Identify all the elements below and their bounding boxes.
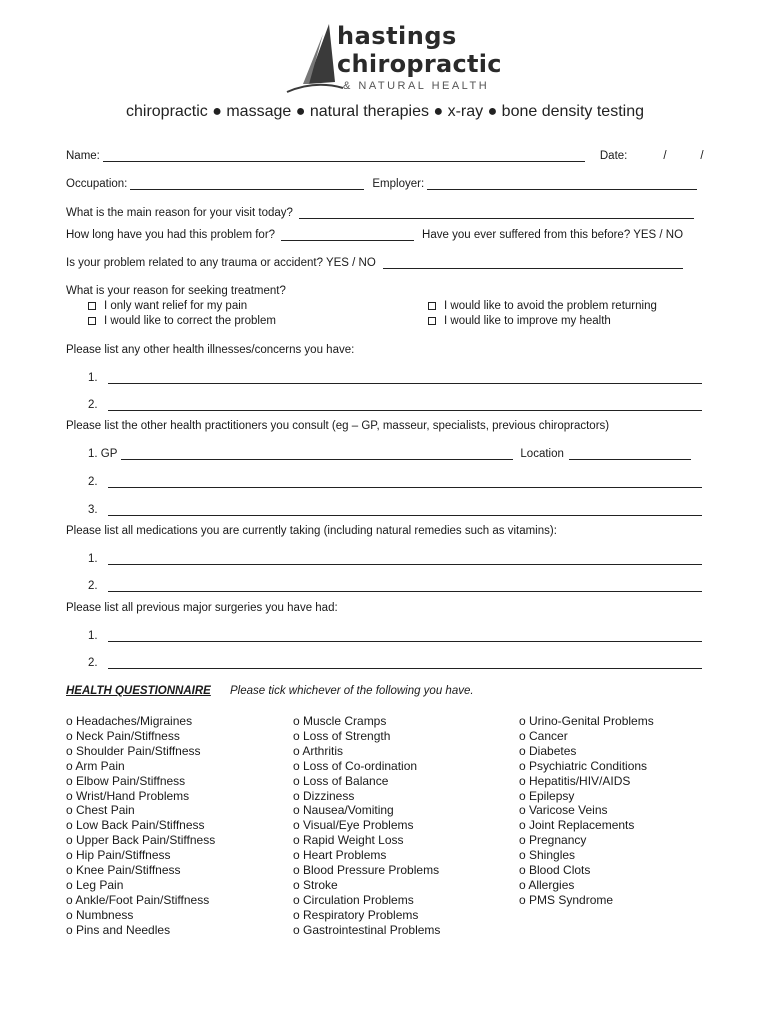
condition-item[interactable]: o Loss of Balance: [293, 773, 389, 788]
condition-item[interactable]: o PMS Syndrome: [519, 892, 614, 907]
questionnaire-title: HEALTH QUESTIONNAIRE: [66, 685, 211, 697]
date-slash-2: /: [700, 150, 704, 162]
condition-item[interactable]: o Arm Pain: [66, 758, 125, 773]
condition-item[interactable]: o Circulation Problems: [293, 892, 414, 907]
questionnaire-column-1: [66, 714, 215, 938]
condition-item[interactable]: o Shingles: [519, 848, 576, 863]
occupation-label: Occupation:: [66, 178, 128, 190]
how-long-label: How long have you had this problem for?: [66, 229, 276, 241]
location-label: Location: [520, 448, 564, 460]
condition-item[interactable]: o Low Back Pain/Stiffness: [66, 818, 205, 833]
condition-item[interactable]: o Neck Pain/Stiffness: [66, 728, 180, 743]
checkbox[interactable]: [428, 302, 436, 310]
condition-item[interactable]: o Blood Clots: [519, 863, 591, 878]
condition-item[interactable]: o Shoulder Pain/Stiffness: [66, 743, 201, 758]
practitioner-field-3[interactable]: [108, 504, 702, 516]
employer-label: Employer:: [372, 178, 425, 190]
medications-label: Please list all medications you are currently taking (including natural remedies such as vitamins):: [66, 525, 557, 537]
trauma-label: Is your problem related to any trauma or accident? YES / NO: [66, 257, 376, 269]
date-field[interactable]: [633, 150, 711, 162]
condition-item[interactable]: o Rapid Weight Loss: [293, 833, 404, 848]
condition-item[interactable]: o Gastrointestinal Problems: [293, 922, 441, 937]
logo-line-2: chiropractic: [337, 50, 502, 78]
condition-item[interactable]: o Varicose Veins: [519, 803, 608, 818]
trauma-field[interactable]: [383, 257, 683, 269]
questionnaire-column-2: [293, 714, 440, 938]
condition-item[interactable]: o Hip Pain/Stiffness: [66, 848, 171, 863]
condition-item[interactable]: o Ankle/Foot Pain/Stiffness: [66, 892, 210, 907]
condition-item[interactable]: o Stroke: [293, 877, 338, 892]
checkbox[interactable]: [88, 317, 96, 325]
medication-field-2[interactable]: [108, 580, 702, 592]
how-long-field[interactable]: [281, 229, 414, 241]
checkbox[interactable]: [88, 302, 96, 310]
illness-number-1: 1.: [88, 372, 98, 384]
condition-item[interactable]: o Heart Problems: [293, 848, 387, 863]
condition-item[interactable]: o Wrist/Hand Problems: [66, 788, 190, 803]
questionnaire-column-3: [519, 714, 654, 908]
condition-item[interactable]: o Loss of Co-ordination: [293, 758, 418, 773]
illness-field-1[interactable]: [108, 372, 702, 384]
surgeries-label: Please list all previous major surgeries you have had:: [66, 602, 338, 614]
condition-item[interactable]: o Allergies: [519, 877, 575, 892]
surgery-field-1[interactable]: [108, 630, 702, 642]
condition-item[interactable]: o Muscle Cramps: [293, 714, 387, 728]
logo: [285, 22, 502, 102]
surgery-number-1: 1.: [88, 630, 98, 642]
condition-item[interactable]: o Leg Pain: [66, 877, 124, 892]
treatment-option-1[interactable]: I only want relief for my pain: [88, 300, 247, 312]
treatment-option-2[interactable]: I would like to correct the problem: [88, 315, 276, 327]
questionnaire-instruction: Please tick whichever of the following you have.: [230, 685, 474, 697]
employer-field[interactable]: [427, 178, 697, 190]
condition-item[interactable]: o Epilepsy: [519, 788, 575, 803]
condition-item[interactable]: o Respiratory Problems: [293, 907, 419, 922]
practitioners-label: Please list the other health practitioners you consult (eg – GP, masseur, specialists, previous chiropractors): [66, 420, 610, 432]
treatment-option-3[interactable]: I would like to avoid the problem returning: [428, 300, 657, 312]
condition-item[interactable]: o Visual/Eye Problems: [293, 818, 414, 833]
condition-item[interactable]: o Hepatitis/HIV/AIDS: [519, 773, 631, 788]
name-field[interactable]: [103, 150, 585, 162]
condition-item[interactable]: o Psychiatric Conditions: [519, 758, 648, 773]
practitioner-gp-field[interactable]: [121, 448, 513, 460]
condition-item[interactable]: o Upper Back Pain/Stiffness: [66, 833, 216, 848]
medication-field-1[interactable]: [108, 553, 702, 565]
treatment-question: What is your reason for seeking treatment?: [66, 285, 286, 297]
condition-item[interactable]: o Numbness: [66, 907, 134, 922]
date-slash-1: /: [663, 150, 667, 162]
condition-item[interactable]: o Blood Pressure Problems: [293, 863, 440, 878]
illness-number-2: 2.: [88, 399, 98, 411]
condition-item[interactable]: o Chest Pain: [66, 803, 135, 818]
condition-item[interactable]: o Diabetes: [519, 743, 577, 758]
logo-line-3: & NATURAL HEALTH: [343, 80, 490, 92]
condition-item[interactable]: o Nausea/Vomiting: [293, 803, 394, 818]
tagline: chiropractic ● massage ● natural therapies ● x-ray ● bone density testing: [125, 103, 644, 120]
illnesses-label: Please list any other health illnesses/concerns you have:: [66, 344, 355, 356]
sail-icon: [285, 22, 345, 97]
date-label: Date:: [599, 150, 628, 162]
practitioner-field-2[interactable]: [108, 476, 702, 488]
surgery-number-2: 2.: [88, 657, 98, 669]
location-field[interactable]: [569, 448, 691, 460]
condition-item[interactable]: o Pins and Needles: [66, 922, 171, 937]
condition-item[interactable]: o Urino-Genital Problems: [519, 714, 654, 728]
condition-item[interactable]: o Knee Pain/Stiffness: [66, 863, 181, 878]
checkbox[interactable]: [428, 317, 436, 325]
practitioner-number-2: 2.: [88, 476, 98, 488]
condition-item[interactable]: o Elbow Pain/Stiffness: [66, 773, 186, 788]
medication-number-1: 1.: [88, 553, 98, 565]
condition-item[interactable]: o Loss of Strength: [293, 728, 391, 743]
condition-item[interactable]: o Cancer: [519, 728, 568, 743]
main-reason-label: What is the main reason for your visit today?: [66, 207, 293, 219]
main-reason-field[interactable]: [299, 207, 694, 219]
practitioner-gp-prefix: 1. GP: [88, 448, 118, 460]
practitioner-number-3: 3.: [88, 504, 98, 516]
treatment-option-4[interactable]: I would like to improve my health: [428, 315, 611, 327]
condition-item[interactable]: o Arthritis: [293, 743, 344, 758]
suffered-before-label: Have you ever suffered from this before? YES / NO: [422, 229, 684, 241]
condition-item[interactable]: o Pregnancy: [519, 833, 587, 848]
condition-item[interactable]: o Dizziness: [293, 788, 355, 803]
logo-line-1: hastings: [337, 22, 457, 50]
condition-item[interactable]: o Headaches/Migraines: [66, 714, 193, 728]
condition-item[interactable]: o Joint Replacements: [519, 818, 635, 833]
medication-number-2: 2.: [88, 580, 98, 592]
occupation-field[interactable]: [130, 178, 364, 190]
illness-field-2[interactable]: [108, 399, 702, 411]
surgery-field-2[interactable]: [108, 657, 702, 669]
name-label: Name:: [66, 150, 100, 162]
